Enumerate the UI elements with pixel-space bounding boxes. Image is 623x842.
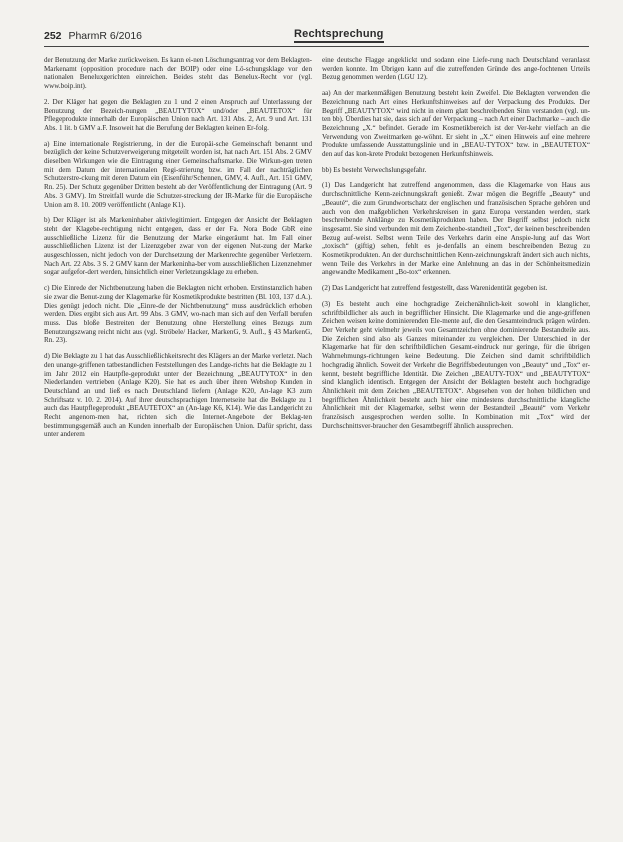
paragraph: aa) An der markenmäßigen Benutzung besteht kein Zweifel. Die Beklagten verwenden die Bezeichnung nach Art eines Herkunftshinweises auf der Verpackung des Produkts. Der Begriff „BEAUTYTOX“ wird nicht in einem glatt beschreibenden Sinn verstanden (vgl. un-ten bb). Überdies hat sie, dass sich auf der Verpackung – nach Art einer Dachmarke – auch die Bezeichnung „X.“ befindet. Gerade im Kosmetikbereich ist der Ver-kehr vielfach an die Verwendung von Zweitmarken ge-wöhnt. Er sieht in „X.“ einen Hinweis auf eine mehrere Produkte umfassende Ausstattungslinie und in „BEAU-TYTOX“ bzw. in „BEAUTETOX“ den auf das kon-krete Produkt bezogenen Herkunftshinweis. bbox=[322, 89, 590, 159]
paragraph: 2. Der Kläger hat gegen die Beklagten zu 1 und 2 einen Anspruch auf Unterlassung der Benutzung der Bezeich-nungen „BEAUTYTOX“ und/oder „BEAUTETOX“ für Pflegeprodukte innerhalb der Europäischen Union nach Art. 131 Abs. 2, Art. 9 und Art. 131 Abs. 1 lit. b GMV a.F. Insoweit hat die Berufung der Beklagten keinen Er-folg. bbox=[44, 97, 312, 132]
header-rule bbox=[44, 46, 589, 47]
right-column bbox=[322, 56, 590, 437]
journal-name: PharmR 6/2016 bbox=[68, 30, 142, 42]
paragraph: a) Eine internationale Registrierung, in der die Europäi-sche Gemeinschaft benannt und bezüglich der keine Schutzverweigerung mitgeteilt worden ist, hat nach Art. 151 Abs. 2 GMV dieselben Wirkungen wie die Eintragung einer Gemeinschaftsmarke. Die Wirkun-gen treten mit dem Datum der internationalen Regi-strierung bzw. im Fall der nachträglichen Schutzerstre-ckung mit deren Datum ein (Eisenführ/Schennen, GMV, 4. Aufl., Art. 151 GMV, Rn. 25). Der Schutz gegenüber Dritten besteht ab der Veröffentlichung der Eintragung (Art. 9 Abs. 3 GMV). Im Streitfall wurde die Schutzer-streckung der IR-Marke für die Europäische Union am 8. 10. 2009 veröffentlicht (Anlage K1). bbox=[44, 139, 312, 209]
header-left bbox=[44, 30, 142, 42]
paragraph: (2) Das Landgericht hat zutreffend festgestellt, dass Warenidentität gegeben ist. bbox=[322, 284, 548, 293]
paragraph: c) Die Einrede der Nichtbenutzung haben die Beklagten nicht erhoben. Erstinstanzlich haben sie zwar die Benut-zung der Klagemarke für Kosmetikprodukte bestritten (Bl. 103, 137 d.A.). Dies genügt jedoch nicht. Die „Einre-de der Nichtbenutzung“ muss ausdrücklich erhoben werden. Dies ergibt sich aus Art. 99 Abs. 3 GMV, wo-nach man sich auf den Verfall berufen muss. Das bloße Bestreiten der Benutzung ohne Herstellung eines Bezugs zum Benutzungszwang reicht nicht aus (vgl. Ströbele/ Hacker, MarkenG, 9. Aufl., § 43 MarkenG, Rn. 23). bbox=[44, 284, 312, 345]
page-header bbox=[44, 30, 589, 50]
paragraph: eine deutsche Flagge angeklickt und sodann eine Liefe-rung nach Deutschland veranlasst werden konnte. Im Übrigen kann auf die zutreffenden Gründe des ange-fochtenen Urteils Bezug genommen werden (LGU 12). bbox=[322, 56, 590, 82]
page-number: 252 bbox=[44, 30, 62, 42]
section-title: Rechtsprechung bbox=[294, 28, 384, 43]
paragraph: der Benutzung der Marke zurückweisen. Es kann ei-nen Löschungsantrag vor dem Beklagten-Markenamt (opposition procedure nach der BOIP) oder eine Lö-schungsklage vor den nationalen Beneluxgerichten einreichen. Beides steht das Benelux-Recht vor (vgl. www.boip.int). bbox=[44, 56, 312, 91]
paragraph: b) Der Kläger ist als Markeninhaber aktivlegitimiert. Entgegen der Ansicht der Beklagten steht der Klagebe-rechtigung nicht entgegen, dass er der Fa. Nora Bode GbR eine ausschließliche Lizenz für die Benutzung der Marke eingeräumt hat. Im Fall einer ausschließlichen Lizenz ist der Lizenzgeber zwar von der eigenen Nut-zung der Marke ausgeschlossen, nicht jedoch von der Durchsetzung der Markenrechte gegenüber Verletzern. Nach Art. 22 Abs. 3 S. 2 GMV kann der Markeninha-ber vom ausschließlichen Lizenznehmer sogar aufgefor-dert werden, hinsichtlich einer Verletzungsklage zu erheben. bbox=[44, 216, 312, 277]
paragraph: d) Die Beklagte zu 1 hat das Ausschließlichkeitsrecht des Klägers an der Marke verletzt. Nach den unange-griffenen tatbestandlichen Feststellungen des Landge-richts hat die Beklagte zu 1 im Jahr 2012 ein Hautpfle-geprodukt unter der Bezeichnung „BEAUTYTOX“ in den Niederlanden vertrieben (Anlage K20). Sie hat es auch über ihren Webshop Kunden in Deutschland an und ließ es nach Deutschland liefern (Anlage K20, An-lage K3 zum Schriftsatz v. 10. 2. 2014). Auf ihrer deutschsprachigen Internetseite hat die Beklagte zu 1 auch das Hautpflegeprodukt „BEAUTETOX“ an (An-lage K6, K14). Wie das Landgericht zu Recht angenom-men hat, richten sich die Internet-Angebote der Beklag-ten bestimmungsgemäß auch an Kunden innerhalb der Europäischen Union. Dafür spricht, dass unter anderem bbox=[44, 352, 312, 439]
paragraph: (3) Es besteht auch eine hochgradige Zeichenähnlich-keit sowohl in klanglicher, schriftbildlicher als auch in begrifflicher Hinsicht. Die Klagemarke und die ange-griffenen Zeichen weisen keine dominierenden Ele-mente auf, die den Gesamteindruck prägen würden. Der Verkehr geht vielmehr jeweils von Gesamtzeichen ohne dominierende Bestandteile aus. Die Zeichen sind also als Ganzes miteinander zu vergleichen. Der Unterschied in der Klagemarke hat für den schriftbildlichen Gesamt-eindruck nur geringe, für die übrigen Wahrnehmungs-richtungen keine Bedeutung. Die Zeichen sind damit schriftbildlich hochgradig ähnlich. Soweit der Verkehr die Begriffsbedeutungen von „Beauty“ und „Tox“ er-kennt, besteht begriffliche Identität. Die Zeichen „BEAUTY-TOX“ und „BEAUTYTOX“ sind klanglich identisch. Entgegen der Ansicht der Beklagten besteht auch hochgradige Ähnlichkeit mit dem Zeichen „BEAUTETOX“. Abgesehen von der hohen bildlichen und begrifflichen Ähnlichkeit besteht auch hier eine mindestens durchschnittliche klangliche Ähnlichkeit mit der Klagemarke, selbst wenn der Bestandteil „Beauté“ vom Verkehr französisch ausgesprochen werden sollte. In Kombination mit „Tox“ wird der Durchschnittsver-braucher den Gesamtbegriff ähnlich aussprechen. bbox=[322, 299, 590, 430]
paragraph: (1) Das Landgericht hat zutreffend angenommen, dass die Klagemarke von Haus aus durchschnittliche Kenn-zeichnungskraft genießt. Zwar mögen die Begriffe „Beauty“ und „Beauté“, die zum Grundwortschatz der englischen und französischen Sprache gehören und auch von den maßgeblichen Verkehrskreisen in ganz Europa verstanden werden, stark beschreibende Anklänge zu Kosmetikprodukten haben. Der Begriff selbst jedoch nicht insgesamt. Sie sind verbunden mit dem Zeichenbe-standteil „Tox“, der keinen beschreibenden Bezug auf-weist. Selbst wenn Teile des Verkehrs darin eine Anspie-lung auf das Wort „toxisch“ (giftig) sehen, fehlt es je-denfalls an einem beschreibenden Bezug zu Kosmetikprodukten. An der durchschnittlichen Kenn-zeichnungskraft ändert sich auch nichts, wenn Teile des Verkehrs in der Marke eine Anlehnung an das in der Schönheitsmedizin angewandte Medikament „Bo-tox“ erkennen. bbox=[322, 181, 590, 277]
left-column bbox=[44, 56, 312, 446]
paragraph: bb) Es besteht Verwechslungsgefahr. bbox=[322, 165, 427, 174]
